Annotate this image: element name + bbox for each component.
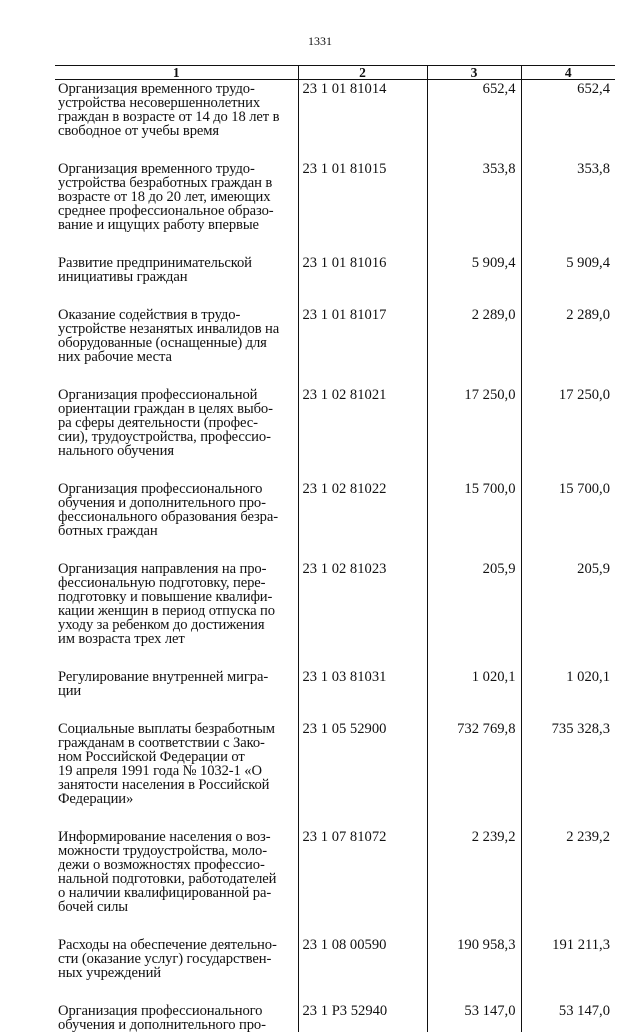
row-name-cell — [55, 828, 298, 936]
table-row — [55, 80, 615, 161]
row-name-cell-text: Организация временного трудо- устройства несовершеннолетних граждан в возрасте от 14 до 18 лет в свободное от учебы время — [58, 81, 280, 139]
row-value-col4 — [521, 1002, 615, 1032]
row-value-col3 — [427, 306, 521, 386]
row-value-col4-text: 191 211,3 — [552, 937, 610, 953]
row-name-cell-text: Расходы на обеспечение деятельно- сти (оказание услуг) государствен- ных учреждений — [58, 937, 277, 981]
row-code-cell-text: 23 1 01 81015 — [302, 161, 387, 177]
budget-table — [55, 65, 615, 1032]
row-code-cell — [298, 1002, 427, 1032]
table-row — [55, 254, 615, 306]
row-value-col4-text: 2 239,2 — [566, 829, 610, 845]
row-value-col3-text: 53 147,0 — [464, 1003, 516, 1019]
row-value-col3 — [427, 80, 521, 161]
row-name-cell-text: Организация профессионального обучения и дополнительного про- фессионального образования безра- ботных граждан — [58, 481, 279, 539]
row-name-cell-text: Информирование населения о воз- можности трудоустройства, моло- дежи о возможностях профессио- нальной подготовки, работодателей о наличии квалифицированной ра- бочей силы — [58, 829, 277, 915]
row-code-cell-text: 23 1 05 52900 — [302, 721, 387, 737]
row-value-col4-text: 205,9 — [577, 561, 610, 577]
row-value-col4-text: 17 250,0 — [558, 387, 610, 403]
row-value-col4 — [521, 560, 615, 668]
row-name-cell-text: Организация профессионального обучения и дополнительного про- — [58, 1003, 266, 1033]
row-value-col4-text: 1 020,1 — [566, 669, 610, 685]
row-name-cell — [55, 720, 298, 828]
table-row — [55, 306, 615, 386]
row-code-cell-text: 23 1 01 81017 — [302, 307, 387, 323]
row-value-col3-text: 732 769,8 — [457, 721, 516, 737]
row-name-cell — [55, 160, 298, 254]
row-name-cell — [55, 1002, 298, 1032]
table-row — [55, 560, 615, 668]
row-value-col3 — [427, 668, 521, 720]
row-value-col4-text: 53 147,0 — [558, 1003, 610, 1019]
row-code-cell — [298, 480, 427, 560]
row-code-cell — [298, 306, 427, 386]
column-header-4: 4 — [521, 66, 615, 80]
row-value-col4-text: 652,4 — [577, 81, 610, 97]
row-value-col4-text: 2 289,0 — [566, 307, 610, 323]
row-name-cell-text: Организация направления на про- фессиональную подготовку, пере- подготовку и повышение квалифи- кации женщин в период отпуска по уходу за ребенком до достижения им возраста трех лет — [58, 561, 275, 647]
row-code-cell — [298, 828, 427, 936]
row-name-cell — [55, 306, 298, 386]
table-row — [55, 828, 615, 936]
row-name-cell-text: Оказание содействия в трудо- устройстве незанятых инвалидов на оборудованные (оснащенные) для них рабочие места — [58, 307, 280, 365]
row-value-col3 — [427, 480, 521, 560]
row-code-cell-text: 23 1 02 81023 — [302, 561, 387, 577]
row-value-col4 — [521, 936, 615, 1002]
table-row — [55, 668, 615, 720]
row-code-cell — [298, 720, 427, 828]
row-value-col4-text: 735 328,3 — [551, 721, 610, 737]
row-code-cell-text: 23 1 01 81016 — [302, 255, 387, 271]
row-name-cell — [55, 386, 298, 480]
row-code-cell-text: 23 1 02 81022 — [302, 481, 387, 497]
row-value-col3-text: 2 289,0 — [471, 307, 516, 323]
row-value-col3 — [427, 1002, 521, 1032]
row-value-col4 — [521, 828, 615, 936]
row-value-col4 — [521, 306, 615, 386]
table-row — [55, 936, 615, 1002]
row-value-col3 — [427, 160, 521, 254]
row-value-col3 — [427, 560, 521, 668]
row-value-col4 — [521, 254, 615, 306]
row-value-col4 — [521, 80, 615, 161]
row-name-cell-text: Организация временного трудо- устройства безработных граждан в возрасте от 18 до 20 лет, имеющих среднее профессиональное образо- вание и ищущих работу впервые — [58, 161, 274, 233]
row-value-col3 — [427, 936, 521, 1002]
row-value-col3-text: 1 020,1 — [471, 669, 516, 685]
table-row — [55, 1002, 615, 1032]
table-header-row — [55, 66, 615, 80]
row-code-cell-text: 23 1 01 81014 — [302, 81, 387, 97]
column-header-1: 1 — [55, 66, 298, 80]
row-value-col3 — [427, 720, 521, 828]
page-number: 1331 — [308, 34, 332, 48]
row-value-col4 — [521, 668, 615, 720]
row-code-cell-text: 23 1 08 00590 — [302, 937, 387, 953]
row-code-cell — [298, 386, 427, 480]
row-name-cell — [55, 936, 298, 1002]
row-value-col3-text: 17 250,0 — [464, 387, 516, 403]
row-name-cell-text: Организация профессиональной ориентации граждан в целях выбо- ра сферы деятельности (профес- сии), трудоустройства, профессио- нального обучения — [58, 387, 273, 459]
row-code-cell-text: 23 1 02 81021 — [302, 387, 387, 403]
column-header-3: 3 — [427, 66, 521, 80]
row-value-col4-text: 5 909,4 — [566, 255, 610, 271]
row-name-cell — [55, 254, 298, 306]
table-row — [55, 480, 615, 560]
row-code-cell — [298, 254, 427, 306]
row-code-cell — [298, 160, 427, 254]
row-code-cell-text: 23 1 03 81031 — [302, 669, 387, 685]
row-code-cell — [298, 80, 427, 161]
row-code-cell — [298, 560, 427, 668]
row-code-cell-text: 23 1 07 81072 — [302, 829, 387, 845]
row-value-col3-text: 353,8 — [482, 161, 516, 177]
row-value-col3-text: 5 909,4 — [471, 255, 516, 271]
table-row — [55, 720, 615, 828]
row-value-col3-text: 2 239,2 — [471, 829, 516, 845]
row-name-cell — [55, 560, 298, 668]
row-value-col4-text: 353,8 — [577, 161, 610, 177]
row-value-col4-text: 15 700,0 — [558, 481, 610, 497]
row-value-col3-text: 205,9 — [482, 561, 516, 577]
row-name-cell-text: Регулирование внутренней мигра- ции — [58, 669, 269, 699]
table-row — [55, 386, 615, 480]
row-value-col3-text: 190 958,3 — [457, 937, 516, 953]
row-value-col4 — [521, 386, 615, 480]
row-value-col4 — [521, 480, 615, 560]
row-value-col3 — [427, 386, 521, 480]
row-value-col3-text: 652,4 — [482, 81, 516, 97]
row-code-cell — [298, 936, 427, 1002]
row-name-cell-text: Развитие предпринимательской инициативы граждан — [58, 255, 252, 285]
row-code-cell — [298, 668, 427, 720]
row-value-col3-text: 15 700,0 — [464, 481, 516, 497]
row-value-col4 — [521, 160, 615, 254]
row-name-cell-text: Социальные выплаты безработным гражданам в соответствии с Зако- ном Российской Федерации от 19 апреля 1991 года № 1032-1 «О занятости населения в Российской Федерации» — [58, 721, 275, 807]
row-name-cell — [55, 480, 298, 560]
row-value-col4 — [521, 720, 615, 828]
table-row — [55, 160, 615, 254]
row-name-cell — [55, 80, 298, 161]
row-value-col3 — [427, 828, 521, 936]
row-code-cell-text: 23 1 Р3 52940 — [302, 1003, 388, 1019]
column-header-2: 2 — [298, 66, 427, 80]
row-value-col3 — [427, 254, 521, 306]
row-name-cell — [55, 668, 298, 720]
